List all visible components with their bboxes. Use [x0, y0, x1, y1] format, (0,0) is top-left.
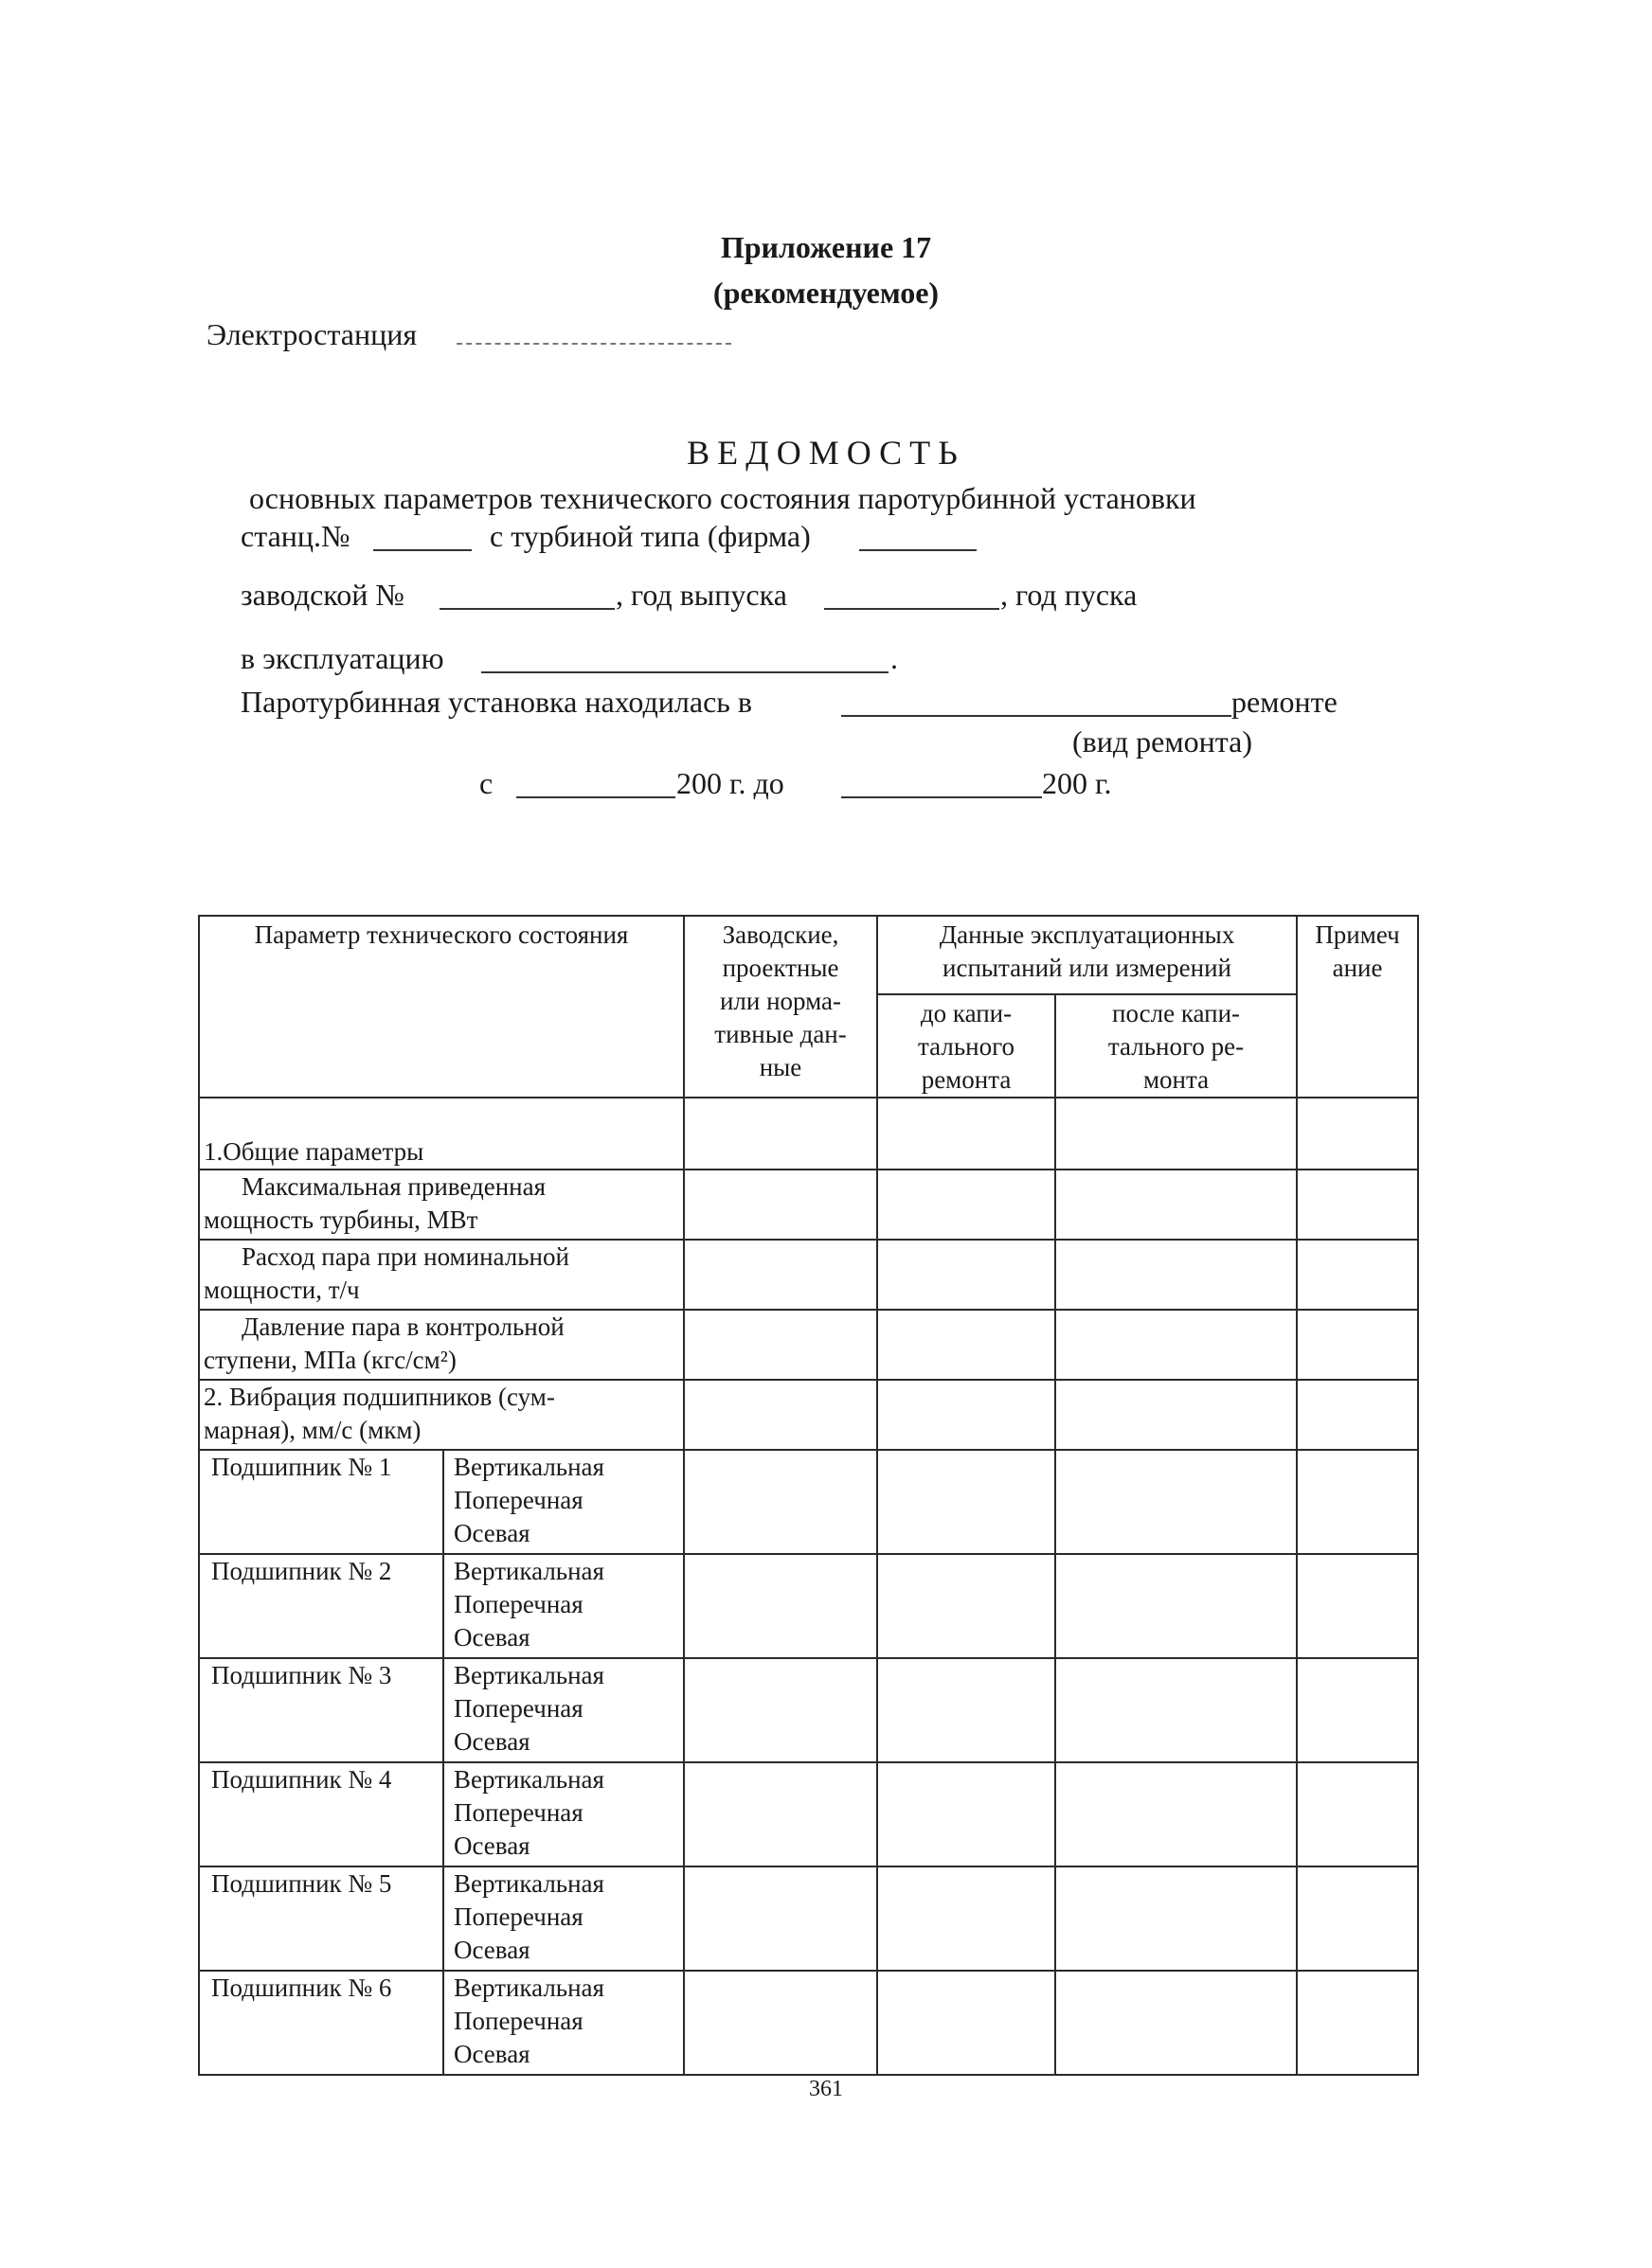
header-operational: Данные эксплуатационных испытаний или измерений	[877, 916, 1297, 994]
param-max-power: Максимальная приведенная мощность турбины, МВт	[199, 1170, 684, 1240]
table-row	[199, 1450, 1418, 1554]
document-subtitle: основных параметров технического состояния паротурбинной установки	[249, 481, 1196, 515]
table-row	[199, 1098, 1418, 1170]
factory-no-blank	[440, 608, 615, 610]
table-row	[199, 1866, 1418, 1971]
table-row	[199, 1971, 1418, 2075]
factory-no-label: заводской №	[241, 578, 404, 612]
year-made-blank	[824, 608, 999, 610]
bearing-label: Подшипник № 1	[199, 1450, 443, 1554]
year-mark-2: 200 г.	[1042, 766, 1112, 800]
param-steam-flow: Расход пара при номинальной мощности, т/ч	[199, 1240, 684, 1310]
from-label: с	[479, 766, 494, 800]
header-factory: Заводские, проектные или норма- тивные дан- ные	[684, 916, 877, 1098]
section-vibration: 2. Вибрация подшипников (сум- марная), мм/с (мкм)	[199, 1380, 684, 1450]
section-general: 1.Общие параметры	[199, 1098, 684, 1170]
year-start-label: , год пуска	[1000, 578, 1138, 612]
table-row	[199, 1658, 1418, 1762]
bearing-directions: Вертикальная Поперечная Осевая	[443, 1971, 684, 2075]
table-row	[199, 1240, 1418, 1310]
bearing-directions: Вертикальная Поперечная Осевая	[443, 1658, 684, 1762]
header-before-repair: до капи- тального ремонта	[877, 994, 1055, 1098]
from-date-blank	[516, 796, 675, 798]
station-blank	[457, 343, 731, 345]
repair-prefix: Паротурбинная установка находилась в	[241, 685, 752, 719]
parameters-table	[198, 915, 1419, 2076]
bearing-directions: Вертикальная Поперечная Осевая	[443, 1866, 684, 1971]
bearing-label: Подшипник № 6	[199, 1971, 443, 2075]
param-steam-pressure: Давление пара в контрольной ступени, МПа (кгс/см²)	[199, 1310, 684, 1380]
table-row	[199, 1380, 1418, 1450]
table-row	[199, 1170, 1418, 1240]
document-title: ВЕДОМОСТЬ	[687, 434, 965, 472]
header-note: Примеч ание	[1297, 916, 1418, 1098]
to-date-blank	[841, 796, 1042, 798]
operation-end: .	[890, 641, 898, 675]
table-row	[199, 1762, 1418, 1866]
station-label: Электростанция	[206, 317, 418, 351]
table-row	[199, 1310, 1418, 1380]
repair-type-note: (вид ремонта)	[1072, 724, 1252, 759]
appendix-title: Приложение 17	[720, 230, 932, 264]
year-made-label: , год выпуска	[616, 578, 787, 612]
operation-label: в эксплуатацию	[241, 641, 444, 675]
bearing-directions: Вертикальная Поперечная Осевая	[443, 1762, 684, 1866]
station-no-label: станц.№	[241, 519, 350, 553]
table-row	[199, 1554, 1418, 1658]
appendix-subtitle: (рекомендуемое)	[712, 276, 940, 310]
page-number: 361	[809, 2077, 843, 2101]
year-mark-1: 200 г. до	[676, 766, 784, 800]
bearing-label: Подшипник № 5	[199, 1866, 443, 1971]
turbine-type-label: с турбиной типа (фирма)	[490, 519, 811, 553]
header-param: Параметр технического состояния	[199, 916, 684, 1098]
turbine-type-blank	[859, 549, 977, 551]
header-after-repair: после капи- тального ре- монта	[1055, 994, 1297, 1098]
station-no-blank	[373, 549, 472, 551]
bearing-label: Подшипник № 3	[199, 1658, 443, 1762]
repair-type-blank	[841, 715, 1231, 717]
bearing-directions: Вертикальная Поперечная Осевая	[443, 1554, 684, 1658]
bearing-label: Подшипник № 2	[199, 1554, 443, 1658]
bearing-directions: Вертикальная Поперечная Осевая	[443, 1450, 684, 1554]
operation-blank	[481, 671, 889, 673]
repair-suffix: ремонте	[1231, 685, 1338, 719]
bearing-label: Подшипник № 4	[199, 1762, 443, 1866]
